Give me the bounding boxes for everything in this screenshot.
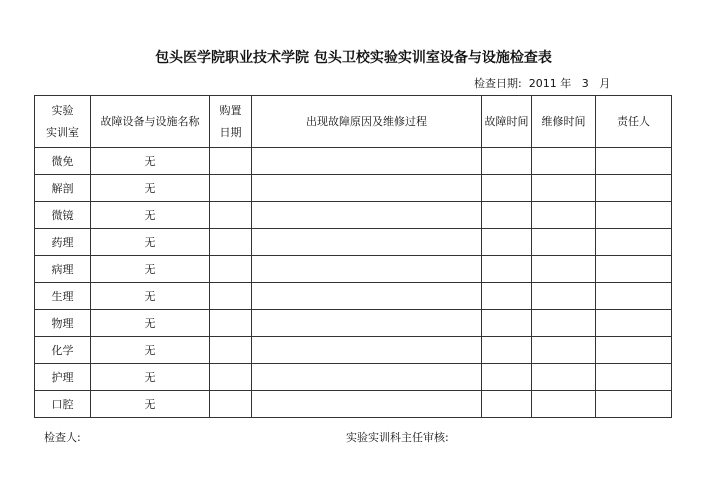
fault-time-cell [482,364,532,391]
lab-cell: 口腔 [35,391,91,418]
reason-cell [252,337,482,364]
inspection-date [474,75,610,91]
purchase-date-cell [210,337,252,364]
repair-time-cell [532,175,596,202]
equipment-cell: 无 [91,175,210,202]
date-year: 2011 [528,77,557,90]
repair-time-cell [532,229,596,256]
table-row [35,364,672,391]
owner-cell [596,391,672,418]
lab-cell: 生理 [35,283,91,310]
header-owner: 责任人 [596,96,672,148]
header-fault-time: 故障时间 [482,96,532,148]
fault-time-cell [482,391,532,418]
header-equipment: 故障设备与设施名称 [91,96,210,148]
owner-cell [596,175,672,202]
date-label: 检查日期: [474,77,522,90]
purchase-date-cell [210,229,252,256]
equipment-cell: 无 [91,202,210,229]
table-row [35,283,672,310]
lab-cell: 微镜 [35,202,91,229]
purchase-date-cell [210,202,252,229]
month-unit: 月 [599,77,611,90]
purchase-date-cell [210,364,252,391]
purchase-date-cell [210,310,252,337]
purchase-date-cell [210,256,252,283]
equipment-cell: 无 [91,337,210,364]
equipment-cell: 无 [91,283,210,310]
year-unit: 年 [560,77,572,90]
equipment-cell: 无 [91,310,210,337]
reason-cell [252,256,482,283]
repair-time-cell [532,310,596,337]
reason-cell [252,229,482,256]
fault-time-cell [482,256,532,283]
fault-time-cell [482,202,532,229]
equipment-cell: 无 [91,391,210,418]
fault-time-cell [482,175,532,202]
lab-cell: 护理 [35,364,91,391]
purchase-date-cell [210,283,252,310]
repair-time-cell [532,283,596,310]
repair-time-cell [532,337,596,364]
purchase-date-cell [210,391,252,418]
repair-time-cell [532,148,596,175]
header-row [35,96,672,148]
date-month: 3 [581,77,589,90]
inspection-table [34,95,672,418]
equipment-cell: 无 [91,229,210,256]
header-purchase-date: 购置 日期 [210,96,252,148]
reviewer-label: 实验实训科主任审核: [346,431,449,444]
table-row [35,229,672,256]
table-row [35,175,672,202]
lab-cell: 物理 [35,310,91,337]
owner-cell [596,283,672,310]
reason-cell [252,202,482,229]
reason-cell [252,364,482,391]
page-title: 包头医学院职业技术学院 包头卫校实验实训室设备与设施检查表 [155,50,552,66]
owner-cell [596,202,672,229]
purchase-date-cell [210,175,252,202]
lab-cell: 微免 [35,148,91,175]
table-row [35,391,672,418]
reason-cell [252,175,482,202]
table-row [35,337,672,364]
lab-cell: 解剖 [35,175,91,202]
inspector-label: 检查人: [44,431,81,444]
header-reason: 出现故障原因及维修过程 [252,96,482,148]
repair-time-cell [532,364,596,391]
repair-time-cell [532,391,596,418]
table-row [35,148,672,175]
table-row [35,256,672,283]
lab-cell: 药理 [35,229,91,256]
purchase-date-cell [210,148,252,175]
owner-cell [596,229,672,256]
lab-cell: 病理 [35,256,91,283]
equipment-cell: 无 [91,148,210,175]
header-lab: 实验 实训室 [35,96,91,148]
reason-cell [252,148,482,175]
equipment-cell: 无 [91,364,210,391]
lab-cell: 化学 [35,337,91,364]
repair-time-cell [532,256,596,283]
fault-time-cell [482,229,532,256]
fault-time-cell [482,337,532,364]
fault-time-cell [482,148,532,175]
owner-cell [596,310,672,337]
header-repair-time: 维修时间 [532,96,596,148]
owner-cell [596,256,672,283]
table-row [35,202,672,229]
owner-cell [596,148,672,175]
table-row [35,310,672,337]
equipment-cell: 无 [91,256,210,283]
owner-cell [596,337,672,364]
reason-cell [252,283,482,310]
fault-time-cell [482,310,532,337]
reason-cell [252,391,482,418]
repair-time-cell [532,202,596,229]
fault-time-cell [482,283,532,310]
owner-cell [596,364,672,391]
reason-cell [252,310,482,337]
